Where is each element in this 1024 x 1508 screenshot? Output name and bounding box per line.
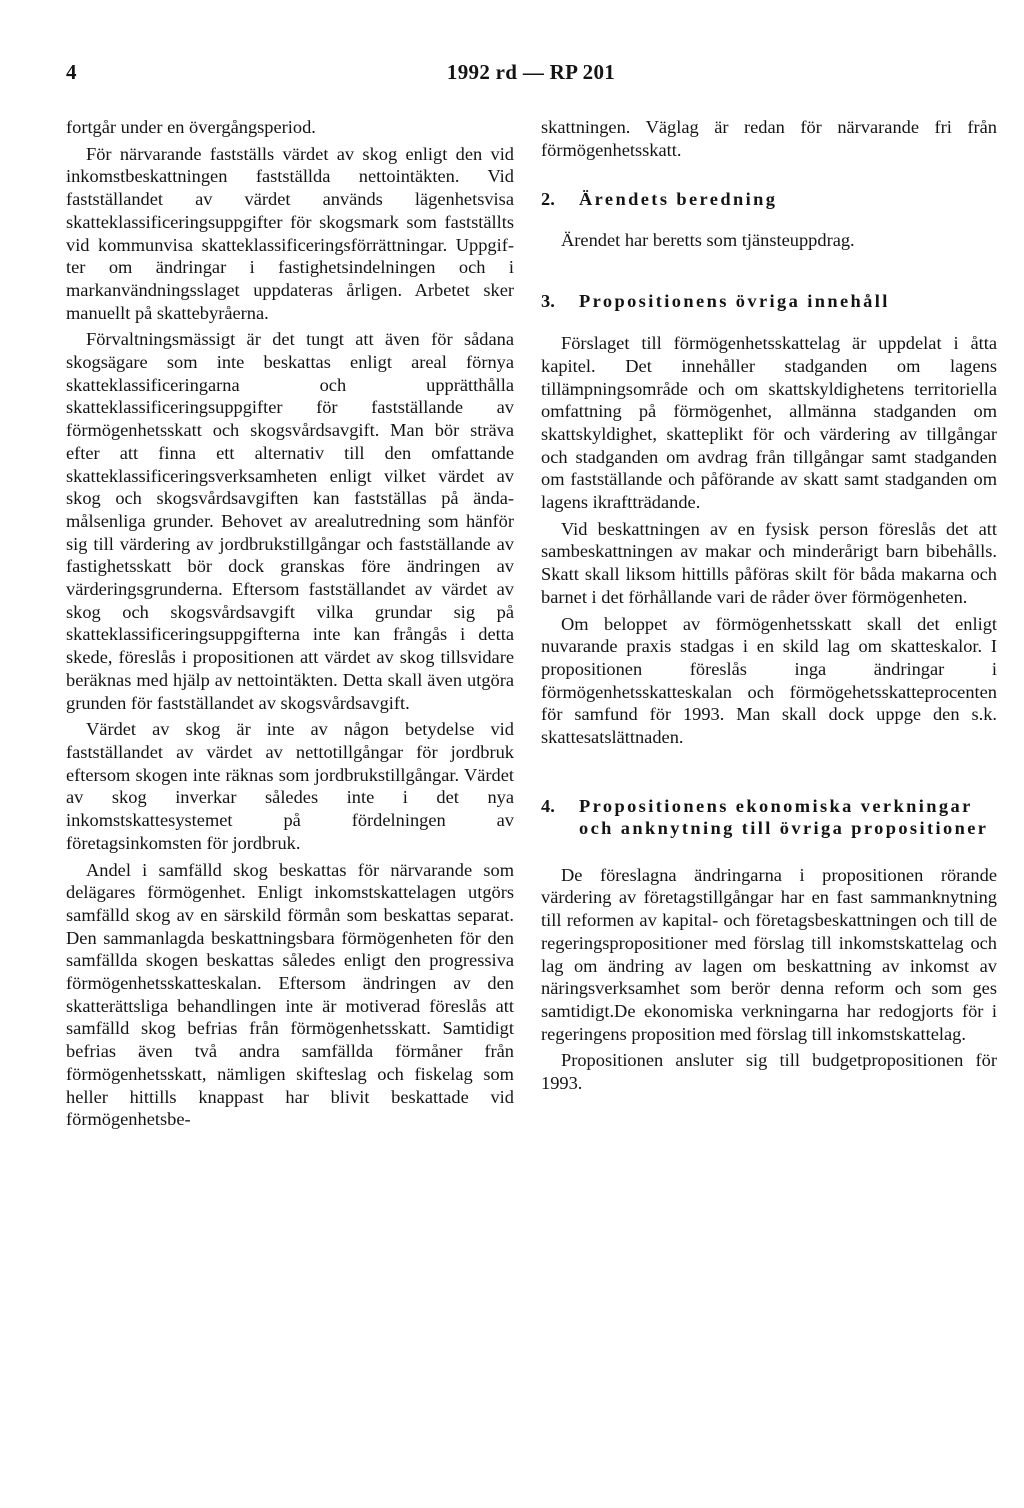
section-number: 2. [541,189,555,210]
body-paragraph: Vid beskattningen av en fysisk person föreslås det att sambeskattningen av makar och minderårigt barn bibehålls. Skatt skall liksom hittills påföras skilt för båda makarna och barnet i det förhållande vari de råder över förmögenheten. [541,518,997,607]
body-paragraph: De föreslagna ändringarna i propositionen rörande värdering av företagstillgångar har en fast sammanknytning till reformen av kapital- och företagsbeskattningen och till de regeringspropositioner med förslag till inkomstskattelag och lag om ändring av lagen om beskattning av inkomst av näringsverksamhet som berör denna reform och som ges samtidigt.De ekonomiska verkningarna har redogjorts för i regeringens proposition med förslag till inkomstskattelag. [541,864,997,1044]
body-paragraph: Förvaltningsmässigt är det tungt att även för sådana skogsägare som inte beskattas enligt areal förnya skatteklassificeringarna och upprätthålla skatteklassificeringsuppgifter för fastställande av förmögenhetsskatt och skogsvårdsavgift. Man bör sträva efter att finna ett alternativ till den omfattande skatteklassificeringsverksamheten enligt vilket värdet av skog och skogsvårdsavgiften kan fastställas på ändamålsenliga grunder. Behovet av arealutredning som hänför sig till värdering av jordbrukstillgångar och fastställande av fastighetsskatt bör dock granskas före ändringen av värderingsgrunderna. Eftersom fastställandet av värdet av skog och skogsvårdsavgift vilka grundar sig på skatteklassificeringsuppgifterna inte kan frångås i detta skede, föreslås i propositionen att värdet av skog tillsvidare beräknas med hjälp av nettointäkten. Detta skall även utgöra grunden för fastställandet av skogsvårdsavgift. [66,329,514,713]
body-paragraph: Om beloppet av förmögenhetsskatt skall det enligt nuvarande praxis stadgas i en skild lag om skatteskalor. I propositionen föreslås inga ändringar i förmögenhetsskatteskalan och förmögehetsskatteprocenten för samfund för 1993. Man skall dock uppge den s.k. skattesatslättnaden. [541,613,997,748]
body-paragraph: Ärendet har beretts som tjänsteuppdrag. [561,229,855,250]
section-heading [541,290,997,313]
body-paragraph: skattningen. Väglag är redan för närvarande fri från förmögenhetsskatt. [541,117,997,160]
section-heading [541,188,997,211]
page-number: 4 [66,60,77,84]
body-paragraph: Andel i samfälld skog beskattas för närvarande som delägares förmögenhet. Enligt inkomstskattelagen utgörs samfälld skog av en särskild förmån som beskattas separat. Den sammanlagda beskattningsbara förmögenheten för den samfällda skogen beskattas således enligt den progressiva förmögenhetsskatteskalan. Eftersom ändringen av den skatterättsliga behandlingen inte är motiverad föreslås att samfälld skog befrias från förmögenhetsskatt. Samtidigt befrias även två andra samfällda förmåner från förmögenhetsskatt, nämligen skifteslag och fiskelag som heller hittills knappast har blivit beskattade vid förmögenhetsbe- [66,859,514,1130]
section-heading [541,795,997,840]
section-number: 4. [541,795,555,816]
section-number: 3. [541,290,555,311]
running-head: 1992 rd — RP 201 [446,60,616,84]
right-column [541,116,997,1099]
body-paragraph: För närvarande fastställs värdet av skog enligt den vid inkomstbeskattningen fastställda nettointäkten. Vid fastställandet av värdet används lägenhetsvisa skatteklassificeringsuppgifter för skogsmark som fastställts vid kommunvisa skatteklassificeringsförrättningar. Uppgifter om ändringar i fastighetsindelningen och i markanvändningsslaget uppdateras årligen. Arbetet sker manuellt på skattebyråerna. [66,143,514,323]
section-title: Propositionens ekonomiska verkningar och anknytning till övriga propositioner [579,795,989,839]
body-paragraph: Propositionen ansluter sig till budgetpropositionen för 1993. [541,1050,997,1094]
section-title: Propositionens övriga innehåll [579,290,890,311]
page-header [66,60,996,92]
body-paragraph: fortgår under en övergångsperiod. [66,117,316,137]
body-paragraph: Förslaget till förmögenhetsskattelag är uppdelat i åtta kapitel. Det innehåller stadganden om lagens tillämpningsområde och om skattskyldighetens territoriella omfattning på förmögenhet, allmänna stadganden om skattskyldighet, skatteplikt för och värdering av tillgångar och stadganden om avdrag från tillgångar samt stadganden om fastställande och påförande av skatt samt stadganden om lagens ikraftträdande. [541,333,997,513]
left-column [66,116,514,1135]
body-paragraph: Värdet av skog är inte av någon betydelse vid fastställandet av värdet av nettotillgångar för jordbruk eftersom skogen inte räknas som jordbrukstillgångar. Värdet av skog inverkar således inte i det nya inkomstskattesystemet på fördelningen av företagsinkomsten för jordbruk. [66,719,514,853]
section-title: Ärendets beredning [579,189,778,210]
